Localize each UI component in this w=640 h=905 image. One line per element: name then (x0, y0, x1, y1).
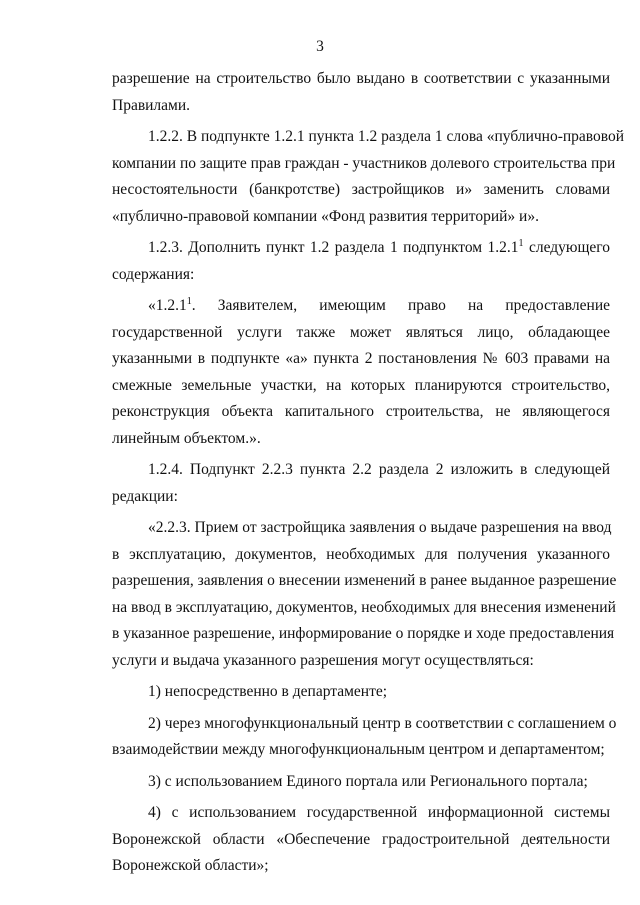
paragraph (112, 800, 610, 880)
text-line: услуги и выдача указанного разрешения могут осуществляться: (112, 651, 534, 669)
text-line: указанными в подпункте «а» пункта 2 постановления № 603 правами на (112, 350, 610, 367)
paragraph (112, 457, 610, 510)
text-line: на ввод в эксплуатацию, документов, необходимых для внесения изменений (112, 598, 616, 616)
text-line: 1) непосредственно в департаменте; (148, 683, 388, 700)
paragraph (112, 515, 617, 674)
text-line: 1.2.2. В подпункте 1.2.1 пункта 1.2 раздела 1 слова «публично-правовой (148, 128, 625, 145)
text-line: «1.2.1$^1$. Заявителем, имеющим право на предоставление (148, 296, 610, 314)
page-number: 3 (316, 38, 324, 55)
paragraph (112, 679, 610, 706)
text-line: «публично-правовой компании «Фонд развития территорий» и». (112, 207, 539, 225)
text-line: в эксплуатацию, документов, необходимых для получения указанного (112, 545, 610, 563)
text-line: несостоятельности (банкротстве) застройщиков и» заменить словами (112, 181, 610, 198)
text-line: 4) с использованием государственной информационной системы (148, 804, 610, 821)
text-line: 1.2.3. Дополнить пункт 1.2 раздела 1 подпунктом 1.2.1$^1$ следующего (148, 238, 611, 256)
text-line: компании по защите прав граждан - участников долевого строительства при (112, 154, 616, 172)
text-line: линейным объектом.». (112, 429, 261, 447)
text-line: смежные земельные участки, на которых планируются строительство, (112, 376, 610, 394)
paragraph (112, 293, 610, 452)
text-line: в указанное разрешение, информирование о порядке и ходе предоставления (112, 625, 615, 642)
text-line: Правилами. (112, 96, 191, 114)
text-line: реконструкция объекта капитального строительства, не являющегося (112, 403, 610, 420)
text-line: государственной услуги также может являться лицо, обладающее (112, 323, 610, 341)
paragraph (112, 124, 625, 230)
document-body (112, 66, 625, 885)
text-line: 3) с использованием Единого портала или Регионального портала; (148, 772, 588, 790)
text-line: разрешение на строительство было выдано в соответствии с указанными (112, 70, 610, 87)
paragraph (112, 235, 610, 288)
paragraph (112, 769, 610, 796)
paragraph (112, 711, 617, 764)
paragraph (112, 66, 610, 119)
text-line: 1.2.4. Подпункт 2.2.3 пункта 2.2 раздела 2 изложить в следующей (148, 461, 610, 478)
text-line: Воронежской области»; (112, 857, 269, 874)
text-line: 2) через многофункциональный центр в соответствии с соглашением о (148, 714, 617, 732)
text-line: редакции: (112, 487, 178, 505)
text-line: разрешения, заявления о внесении изменений в ранее выданное разрешение (112, 572, 617, 589)
text-line: содержания: (112, 265, 195, 283)
text-line: Воронежской области «Обеспечение градостроительной деятельности (112, 830, 610, 848)
text-line: «2.2.3. Прием от застройщика заявления о выдаче разрешения на ввод (148, 519, 612, 536)
text-line: взаимодействии между многофункциональным центром и департаментом; (112, 741, 605, 758)
